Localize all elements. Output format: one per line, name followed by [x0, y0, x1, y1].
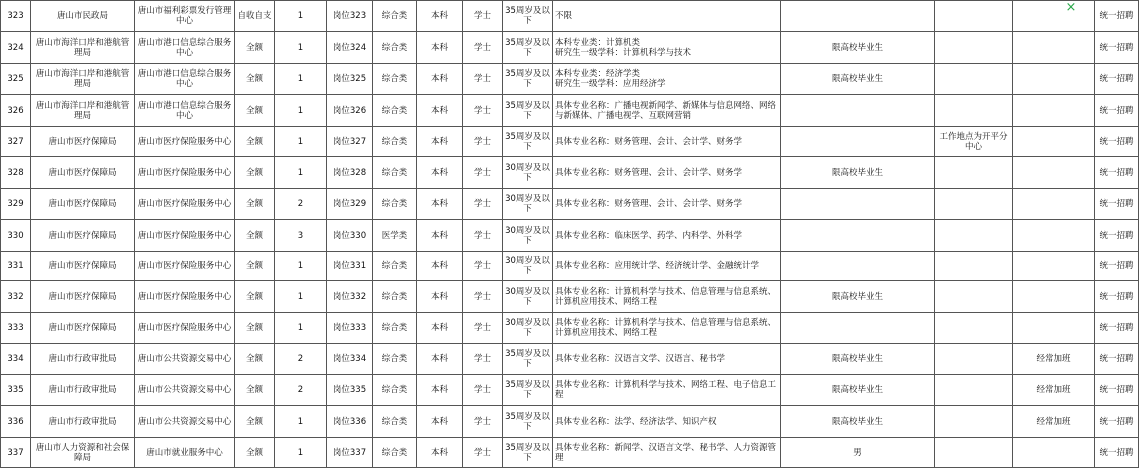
cell-funding: 全额: [235, 252, 275, 281]
table-row: [1, 157, 1139, 189]
cell-age: 30周岁及以下: [503, 220, 553, 252]
cell-serial: 328: [1, 157, 31, 189]
cell-department: 唐山市医疗保障局: [31, 281, 135, 313]
cell-funding: 全额: [235, 438, 275, 468]
cell-post-code: 岗位334: [327, 344, 373, 375]
cell-degree: 学士: [463, 344, 503, 375]
cell-remark-location: [935, 1, 1013, 32]
cell-serial: 337: [1, 438, 31, 468]
cell-degree: 学士: [463, 32, 503, 64]
cell-education: 本科: [417, 438, 463, 468]
cell-count: 1: [275, 95, 327, 127]
cell-target: [781, 189, 935, 220]
cell-serial: 331: [1, 252, 31, 281]
cell-target: [781, 313, 935, 344]
cell-department: 唐山市海洋口岸和港航管理局: [31, 32, 135, 64]
cell-funding: 全额: [235, 406, 275, 438]
table-row: [1, 220, 1139, 252]
cell-remark-overtime: [1013, 157, 1095, 189]
cell-unit: 唐山市医疗保险服务中心: [135, 189, 235, 220]
cell-degree: 学士: [463, 281, 503, 313]
cell-major: 具体专业名称：财务管理、会计、会计学、财务学: [553, 157, 781, 189]
cell-education: 本科: [417, 375, 463, 406]
cell-education: 本科: [417, 95, 463, 127]
cell-count: 2: [275, 375, 327, 406]
cell-serial: 332: [1, 281, 31, 313]
cell-department: 唐山市医疗保障局: [31, 127, 135, 157]
cell-degree: 学士: [463, 252, 503, 281]
cell-remark-location: [935, 406, 1013, 438]
cell-remark-location: [935, 95, 1013, 127]
cell-count: 2: [275, 189, 327, 220]
cell-department: 唐山市民政局: [31, 1, 135, 32]
cell-department: 唐山市海洋口岸和港航管理局: [31, 64, 135, 95]
cell-remark-location: [935, 313, 1013, 344]
cell-count: 1: [275, 313, 327, 344]
cell-target: 限高校毕业生: [781, 406, 935, 438]
cell-serial: 335: [1, 375, 31, 406]
cell-method: 统一招聘: [1095, 189, 1139, 220]
cell-education: 本科: [417, 344, 463, 375]
cell-unit: 唐山市公共资源交易中心: [135, 375, 235, 406]
cell-unit: 唐山市港口信息综合服务中心: [135, 32, 235, 64]
cell-post-type: 综合类: [373, 281, 417, 313]
cell-post-type: 综合类: [373, 32, 417, 64]
cell-post-type: 综合类: [373, 406, 417, 438]
cell-post-code: 岗位336: [327, 406, 373, 438]
cell-age: 35周岁及以下: [503, 127, 553, 157]
cell-unit: 唐山市公共资源交易中心: [135, 344, 235, 375]
cell-remark-location: 工作地点为开平分中心: [935, 127, 1013, 157]
cell-remark-location: [935, 189, 1013, 220]
cell-major: 具体专业名称：汉语言文学、汉语言、秘书学: [553, 344, 781, 375]
cell-major: 具体专业名称：新闻学、汉语言文学、秘书学、人力资源管理: [553, 438, 781, 468]
cell-major: 具体专业名称：财务管理、会计、会计学、财务学: [553, 127, 781, 157]
cell-remark-location: [935, 281, 1013, 313]
cell-method: 统一招聘: [1095, 95, 1139, 127]
cell-unit: 唐山市就业服务中心: [135, 438, 235, 468]
cell-funding: 全额: [235, 95, 275, 127]
cell-serial: 330: [1, 220, 31, 252]
cell-age: 35周岁及以下: [503, 406, 553, 438]
cell-target: 限高校毕业生: [781, 64, 935, 95]
cell-remark-location: [935, 32, 1013, 64]
cell-degree: 学士: [463, 313, 503, 344]
cell-funding: 全额: [235, 313, 275, 344]
cell-remark-location: [935, 64, 1013, 95]
cell-unit: 唐山市医疗保险服务中心: [135, 220, 235, 252]
cell-major: 具体专业名称：应用统计学、经济统计学、金融统计学: [553, 252, 781, 281]
cell-degree: 学士: [463, 95, 503, 127]
cell-target: 限高校毕业生: [781, 157, 935, 189]
cell-count: 1: [275, 127, 327, 157]
cell-method: 统一招聘: [1095, 281, 1139, 313]
cell-method: 统一招聘: [1095, 157, 1139, 189]
cell-post-code: 岗位329: [327, 189, 373, 220]
table-row: [1, 32, 1139, 64]
cell-funding: 全额: [235, 157, 275, 189]
cell-method: 统一招聘: [1095, 127, 1139, 157]
cell-target: [781, 95, 935, 127]
cell-remark-location: [935, 375, 1013, 406]
cell-post-type: 综合类: [373, 375, 417, 406]
cell-post-code: 岗位335: [327, 375, 373, 406]
table-row: [1, 313, 1139, 344]
cell-education: 本科: [417, 127, 463, 157]
cell-remark-overtime: [1013, 1, 1095, 32]
cell-education: 本科: [417, 32, 463, 64]
cell-major: 具体专业名称：法学、经济法学、知识产权: [553, 406, 781, 438]
cell-major: 具体专业名称：计算机科学与技术、信息管理与信息系统、计算机应用技术、网络工程: [553, 313, 781, 344]
table-row: [1, 344, 1139, 375]
cell-count: 1: [275, 64, 327, 95]
cell-education: 本科: [417, 1, 463, 32]
cell-remark-location: [935, 438, 1013, 468]
cell-post-type: 综合类: [373, 313, 417, 344]
cell-department: 唐山市医疗保障局: [31, 220, 135, 252]
cell-post-code: 岗位331: [327, 252, 373, 281]
cell-unit: 唐山市港口信息综合服务中心: [135, 64, 235, 95]
cell-major: 本科专业类：经济学类 研究生一级学科：应用经济学: [553, 64, 781, 95]
cell-department: 唐山市人力资源和社会保障局: [31, 438, 135, 468]
table-row: [1, 95, 1139, 127]
cell-unit: 唐山市医疗保险服务中心: [135, 281, 235, 313]
cell-department: 唐山市医疗保障局: [31, 252, 135, 281]
cell-major: 具体专业名称：广播电视新闻学、新媒体与信息网络、网络与新媒体、广播电视学、互联网营销: [553, 95, 781, 127]
cell-age: 30周岁及以下: [503, 157, 553, 189]
cell-unit: 唐山市医疗保险服务中心: [135, 127, 235, 157]
cell-education: 本科: [417, 313, 463, 344]
cell-remark-overtime: 经常加班: [1013, 375, 1095, 406]
cell-age: 30周岁及以下: [503, 252, 553, 281]
cell-serial: 333: [1, 313, 31, 344]
cell-major: 具体专业名称：计算机科学与技术、网络工程、电子信息工程: [553, 375, 781, 406]
cell-post-type: 综合类: [373, 344, 417, 375]
cell-unit: 唐山市医疗保险服务中心: [135, 252, 235, 281]
cell-remark-overtime: [1013, 281, 1095, 313]
cell-funding: 全额: [235, 281, 275, 313]
cell-department: 唐山市行政审批局: [31, 344, 135, 375]
cell-age: 30周岁及以下: [503, 189, 553, 220]
cell-target: 男: [781, 438, 935, 468]
cell-degree: 学士: [463, 375, 503, 406]
cell-unit: 唐山市医疗保险服务中心: [135, 313, 235, 344]
cell-education: 本科: [417, 252, 463, 281]
cell-remark-location: [935, 252, 1013, 281]
close-icon[interactable]: ×: [1065, 0, 1077, 15]
cell-post-code: 岗位325: [327, 64, 373, 95]
cell-age: 30周岁及以下: [503, 281, 553, 313]
cell-count: 1: [275, 438, 327, 468]
cell-post-code: 岗位330: [327, 220, 373, 252]
cell-major: 不限: [553, 1, 781, 32]
cell-age: 35周岁及以下: [503, 438, 553, 468]
cell-education: 本科: [417, 220, 463, 252]
cell-post-code: 岗位324: [327, 32, 373, 64]
cell-age: 35周岁及以下: [503, 32, 553, 64]
cell-remark-overtime: [1013, 95, 1095, 127]
cell-remark-overtime: [1013, 189, 1095, 220]
cell-department: 唐山市医疗保障局: [31, 313, 135, 344]
cell-remark-location: [935, 157, 1013, 189]
cell-target: 限高校毕业生: [781, 375, 935, 406]
cell-degree: 学士: [463, 189, 503, 220]
cell-major: 具体专业名称：财务管理、会计、会计学、财务学: [553, 189, 781, 220]
cell-serial: 324: [1, 32, 31, 64]
cell-method: 统一招聘: [1095, 313, 1139, 344]
cell-major: 本科专业类：计算机类 研究生一级学科：计算机科学与技术: [553, 32, 781, 64]
cell-target: [781, 220, 935, 252]
cell-unit: 唐山市福利彩票发行管理中心: [135, 1, 235, 32]
cell-remark-overtime: [1013, 252, 1095, 281]
cell-funding: 全额: [235, 375, 275, 406]
cell-method: 统一招聘: [1095, 220, 1139, 252]
cell-post-type: 综合类: [373, 64, 417, 95]
cell-serial: 336: [1, 406, 31, 438]
cell-age: 35周岁及以下: [503, 64, 553, 95]
cell-method: 统一招聘: [1095, 1, 1139, 32]
cell-education: 本科: [417, 157, 463, 189]
cell-post-code: 岗位323: [327, 1, 373, 32]
cell-post-type: 综合类: [373, 252, 417, 281]
cell-unit: 唐山市医疗保险服务中心: [135, 157, 235, 189]
cell-degree: 学士: [463, 64, 503, 95]
cell-serial: 326: [1, 95, 31, 127]
cell-degree: 学士: [463, 1, 503, 32]
cell-method: 统一招聘: [1095, 344, 1139, 375]
cell-degree: 学士: [463, 438, 503, 468]
cell-post-type: 医学类: [373, 220, 417, 252]
table-row: [1, 375, 1139, 406]
cell-target: [781, 252, 935, 281]
cell-method: 统一招聘: [1095, 375, 1139, 406]
cell-education: 本科: [417, 189, 463, 220]
cell-funding: 全额: [235, 32, 275, 64]
cell-remark-location: [935, 344, 1013, 375]
cell-post-type: 综合类: [373, 127, 417, 157]
cell-method: 统一招聘: [1095, 252, 1139, 281]
cell-method: 统一招聘: [1095, 406, 1139, 438]
cell-remark-overtime: 经常加班: [1013, 406, 1095, 438]
cell-age: 35周岁及以下: [503, 344, 553, 375]
cell-department: 唐山市行政审批局: [31, 406, 135, 438]
cell-post-code: 岗位328: [327, 157, 373, 189]
cell-degree: 学士: [463, 157, 503, 189]
cell-count: 1: [275, 406, 327, 438]
cell-education: 本科: [417, 406, 463, 438]
cell-remark-overtime: [1013, 438, 1095, 468]
cell-education: 本科: [417, 281, 463, 313]
cell-post-type: 综合类: [373, 1, 417, 32]
cell-remark-overtime: [1013, 32, 1095, 64]
cell-unit: 唐山市公共资源交易中心: [135, 406, 235, 438]
cell-count: 1: [275, 157, 327, 189]
cell-method: 统一招聘: [1095, 64, 1139, 95]
cell-remark-overtime: [1013, 220, 1095, 252]
cell-target: 限高校毕业生: [781, 32, 935, 64]
cell-major: 具体专业名称：临床医学、药学、内科学、外科学: [553, 220, 781, 252]
cell-age: 30周岁及以下: [503, 313, 553, 344]
cell-count: 2: [275, 344, 327, 375]
cell-remark-overtime: [1013, 127, 1095, 157]
cell-method: 统一招聘: [1095, 32, 1139, 64]
cell-funding: 全额: [235, 344, 275, 375]
table-row: [1, 1, 1139, 32]
cell-post-code: 岗位327: [327, 127, 373, 157]
cell-count: 1: [275, 252, 327, 281]
table-row: [1, 127, 1139, 157]
cell-post-code: 岗位326: [327, 95, 373, 127]
cell-post-code: 岗位333: [327, 313, 373, 344]
table-row: [1, 406, 1139, 438]
cell-target: [781, 1, 935, 32]
cell-department: 唐山市海洋口岸和港航管理局: [31, 95, 135, 127]
table-row: [1, 189, 1139, 220]
cell-count: 1: [275, 32, 327, 64]
cell-department: 唐山市医疗保障局: [31, 189, 135, 220]
cell-remark-overtime: [1013, 313, 1095, 344]
cell-count: 1: [275, 281, 327, 313]
cell-degree: 学士: [463, 127, 503, 157]
cell-age: 35周岁及以下: [503, 1, 553, 32]
cell-post-code: 岗位332: [327, 281, 373, 313]
table-row: [1, 64, 1139, 95]
cell-count: 1: [275, 1, 327, 32]
cell-funding: 全额: [235, 220, 275, 252]
cell-post-type: 综合类: [373, 189, 417, 220]
cell-serial: 329: [1, 189, 31, 220]
cell-remark-location: [935, 220, 1013, 252]
cell-age: 35周岁及以下: [503, 375, 553, 406]
cell-funding: 全额: [235, 127, 275, 157]
table-row: [1, 252, 1139, 281]
cell-serial: 327: [1, 127, 31, 157]
cell-post-code: 岗位337: [327, 438, 373, 468]
cell-funding: 自收自支: [235, 1, 275, 32]
cell-age: 35周岁及以下: [503, 95, 553, 127]
cell-target: 限高校毕业生: [781, 281, 935, 313]
cell-serial: 323: [1, 1, 31, 32]
cell-remark-overtime: 经常加班: [1013, 344, 1095, 375]
cell-funding: 全额: [235, 189, 275, 220]
cell-department: 唐山市医疗保障局: [31, 157, 135, 189]
table-row: [1, 438, 1139, 468]
cell-degree: 学士: [463, 220, 503, 252]
cell-target: [781, 127, 935, 157]
cell-remark-overtime: [1013, 64, 1095, 95]
cell-target: 限高校毕业生: [781, 344, 935, 375]
cell-post-type: 综合类: [373, 157, 417, 189]
cell-count: 3: [275, 220, 327, 252]
cell-post-type: 综合类: [373, 438, 417, 468]
cell-post-type: 综合类: [373, 95, 417, 127]
cell-degree: 学士: [463, 406, 503, 438]
cell-funding: 全额: [235, 64, 275, 95]
cell-method: 统一招聘: [1095, 438, 1139, 468]
cell-education: 本科: [417, 64, 463, 95]
table-row: [1, 281, 1139, 313]
cell-department: 唐山市行政审批局: [31, 375, 135, 406]
cell-unit: 唐山市港口信息综合服务中心: [135, 95, 235, 127]
cell-serial: 334: [1, 344, 31, 375]
cell-serial: 325: [1, 64, 31, 95]
cell-major: 具体专业名称：计算机科学与技术、信息管理与信息系统、计算机应用技术、网络工程: [553, 281, 781, 313]
